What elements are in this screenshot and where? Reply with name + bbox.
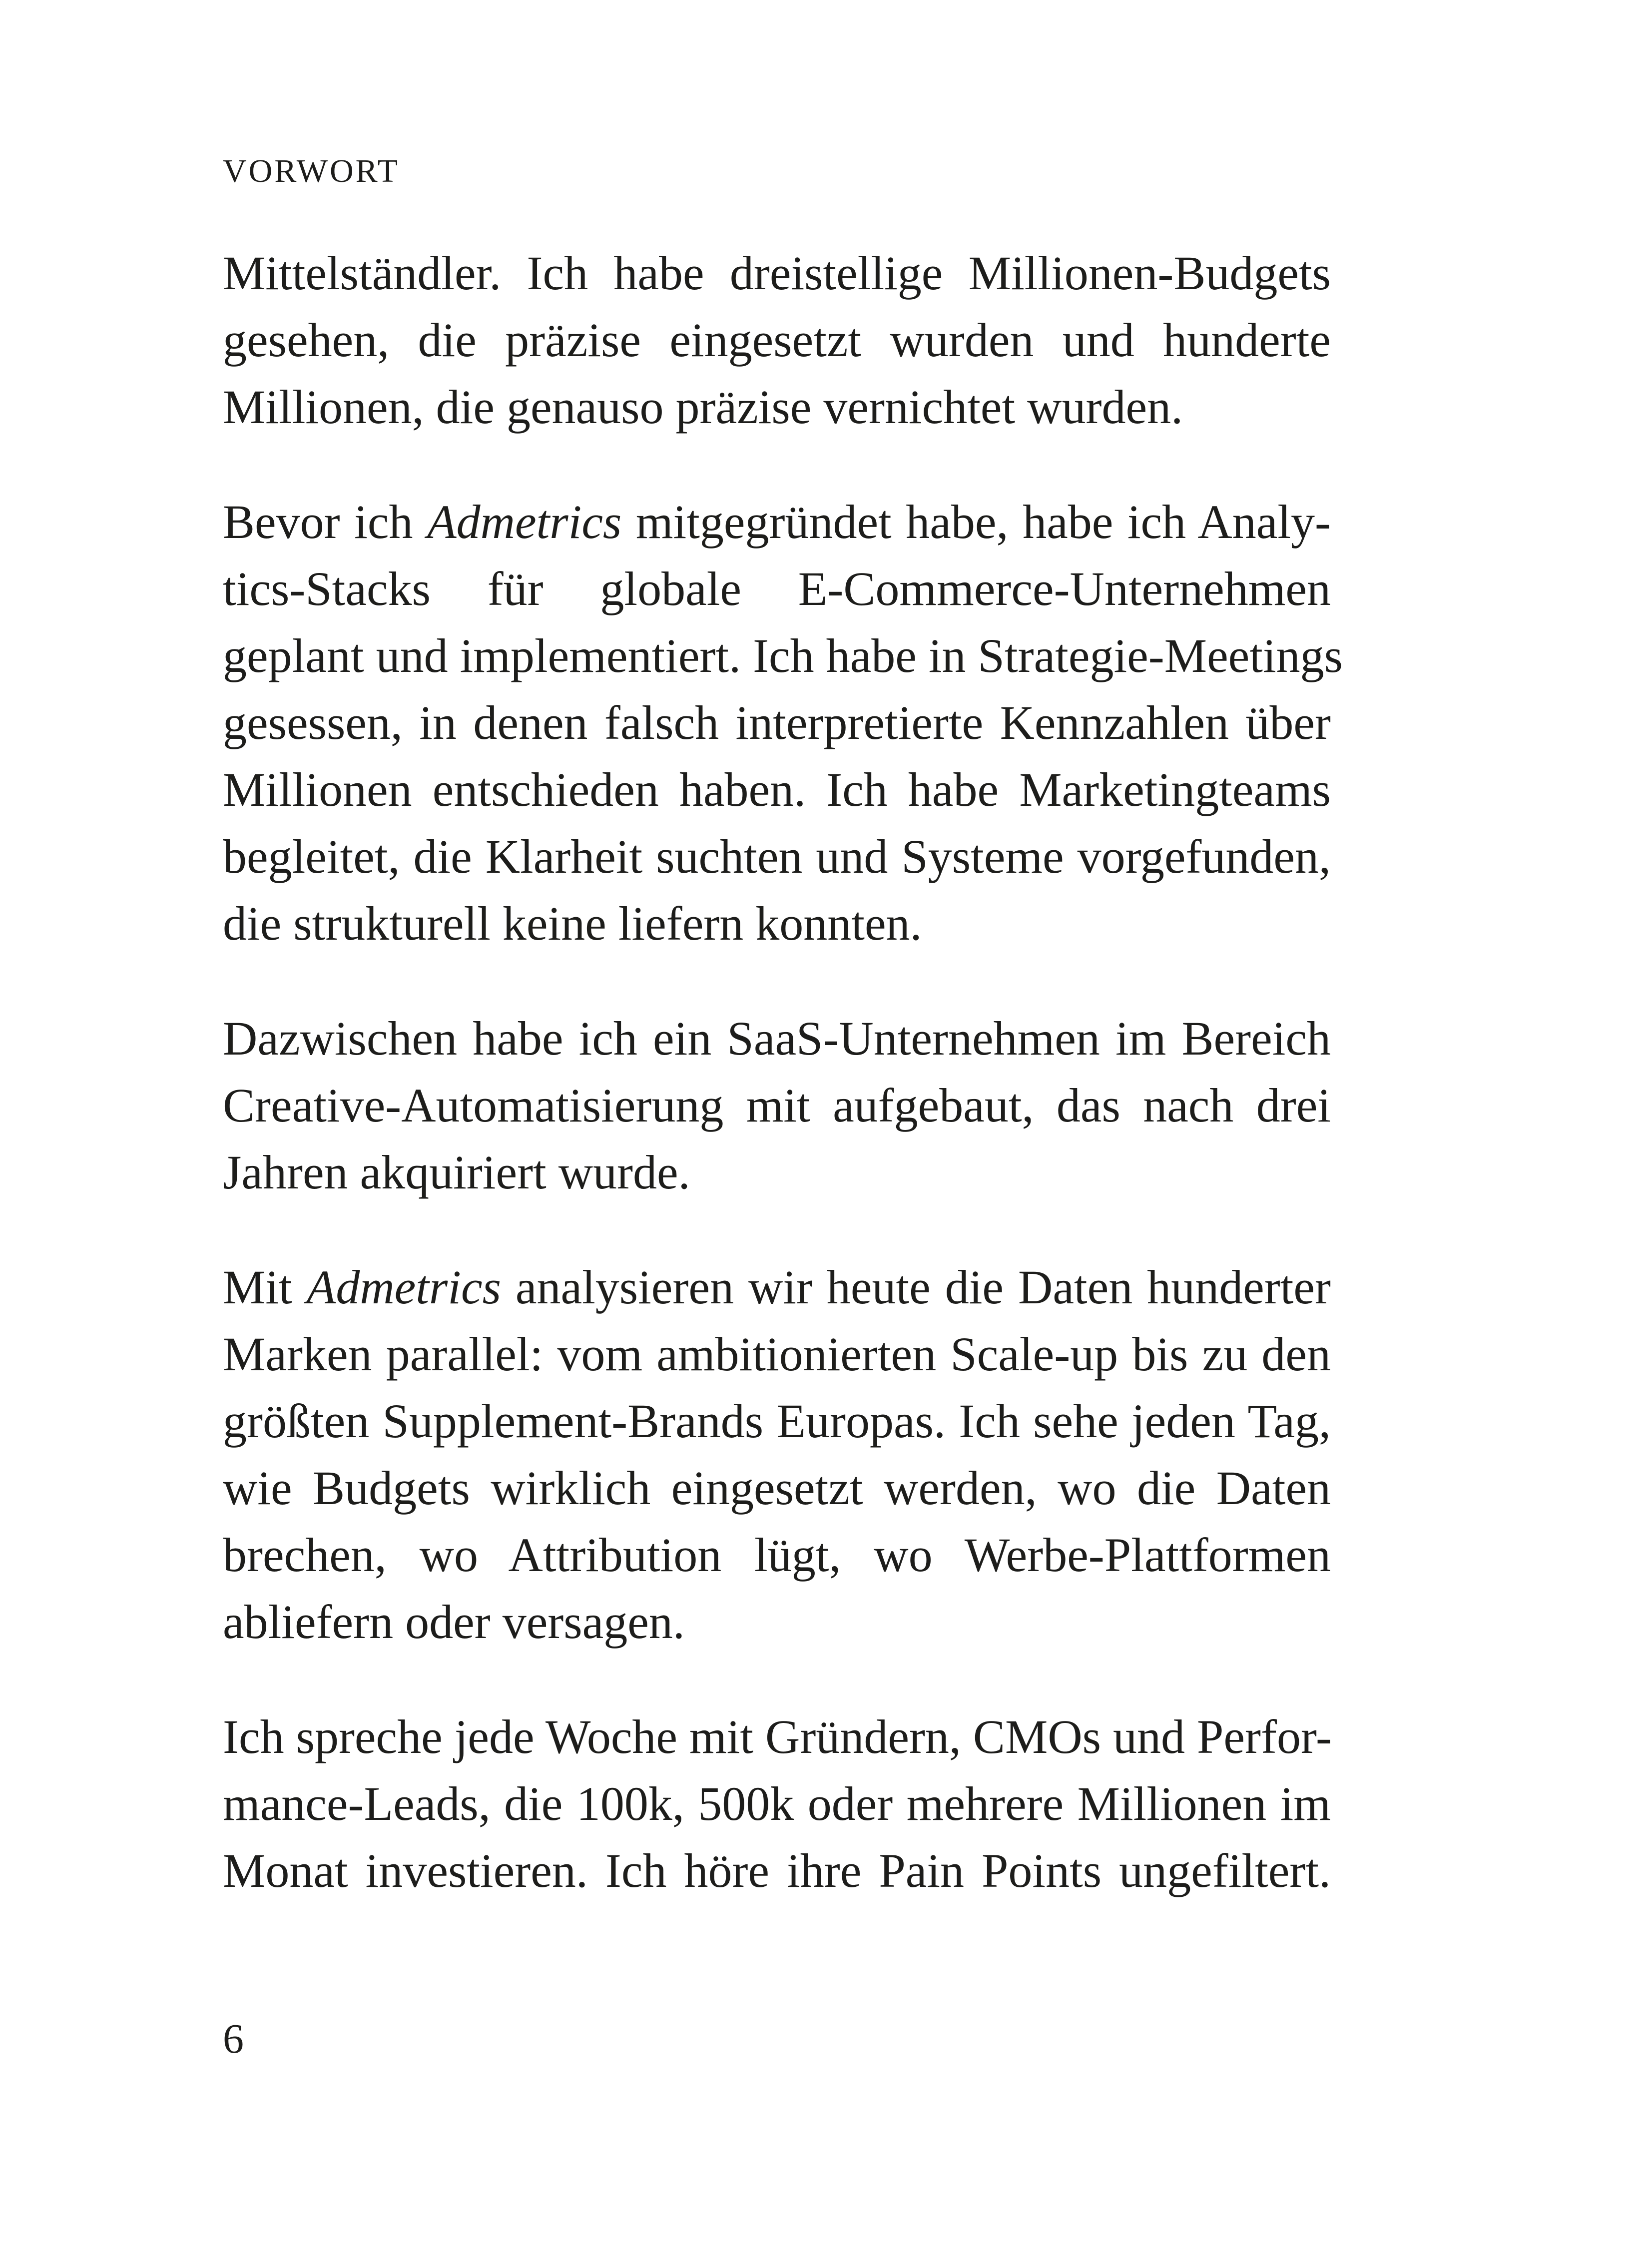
text-line xyxy=(223,1254,1331,1321)
text-line: tics-Stacks für globale E-Commerce-Unternehmen xyxy=(223,562,1331,615)
text-line xyxy=(223,489,1331,556)
text-line: größten Supplement-Brands Europas. Ich sehe jeden Tag, xyxy=(223,1394,1331,1448)
text-run: mitgegründet habe, habe ich Analy- xyxy=(621,495,1331,549)
text-line: Millionen entschieden haben. Ich habe Marketingteams xyxy=(223,763,1331,816)
text-line: Jahren akquiriert wurde. xyxy=(223,1145,690,1199)
text-line: Monat investieren. Ich höre ihre Pain Points ungefiltert. xyxy=(223,1844,1331,1897)
text-line: Creative-Automatisierung mit aufgebaut, das nach drei xyxy=(223,1079,1331,1132)
paragraph xyxy=(223,240,1331,441)
text-line: brechen, wo Attribution lügt, wo Werbe-Plattformen xyxy=(223,1528,1331,1582)
text-line: begleitet, die Klarheit suchten und Systeme vorgefunden, xyxy=(223,830,1331,883)
text-line: Marken parallel: vom ambitionierten Scale-up bis zu den xyxy=(223,1327,1331,1381)
text-line: mance-Leads, die 100k, 500k oder mehrere Millionen im xyxy=(223,1777,1331,1830)
text-line: Mittelständler. Ich habe dreistellige Millionen-Budgets xyxy=(223,246,1331,300)
text-line: Millionen, die genauso präzise vernichtet wurden. xyxy=(223,380,1183,434)
text-line: gesessen, in denen falsch interpretierte Kennzahlen über xyxy=(223,696,1331,749)
text-line: die strukturell keine liefern konnten. xyxy=(223,897,922,950)
body-text xyxy=(223,240,1343,1952)
paragraph xyxy=(223,1703,1331,1904)
text-line: geplant und implementiert. Ich habe in Strategie-Meetings xyxy=(223,629,1343,682)
text-run: Mit xyxy=(223,1260,307,1314)
text-line: wie Budgets wirklich eingesetzt werden, wo die Daten xyxy=(223,1461,1331,1515)
company-name: Admetrics xyxy=(306,1260,501,1314)
running-head: VORWORT xyxy=(223,153,400,189)
text-line: abliefern oder versagen. xyxy=(223,1595,685,1649)
paragraph xyxy=(223,1254,1331,1656)
text-line: Dazwischen habe ich ein SaaS-Unternehmen im Bereich xyxy=(223,1012,1331,1065)
text-run: Bevor ich xyxy=(223,495,428,549)
text-run: analysieren wir heute die Daten hunderter xyxy=(501,1260,1331,1314)
paragraph xyxy=(223,489,1343,957)
page-number: 6 xyxy=(223,2016,244,2062)
paragraph xyxy=(223,1005,1331,1206)
text-line: gesehen, die präzise eingesetzt wurden und hunderte xyxy=(223,313,1331,367)
company-name: Admetrics xyxy=(427,495,622,549)
text-line: Ich spreche jede Woche mit Gründern, CMOs und Perfor- xyxy=(223,1710,1332,1763)
